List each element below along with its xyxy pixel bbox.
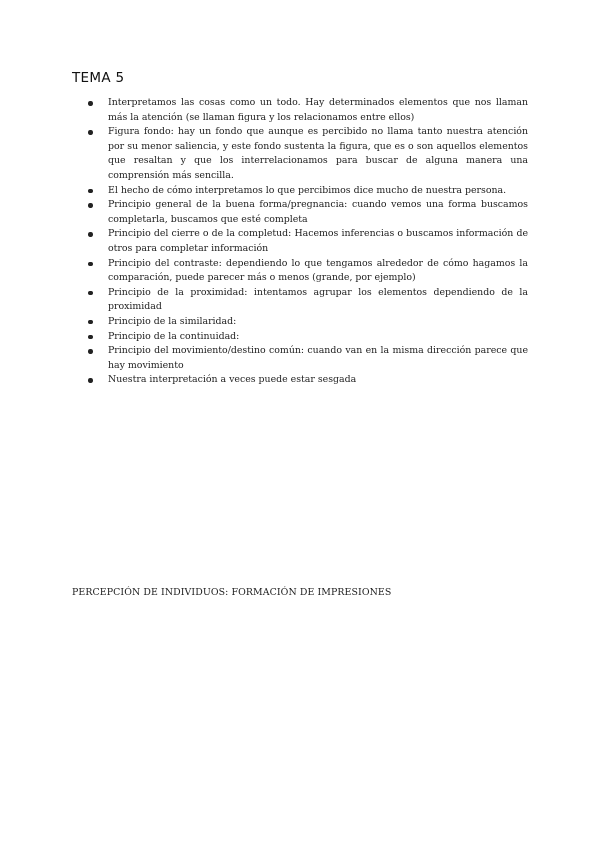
page-title: TEMA 5 <box>72 70 125 86</box>
bullet-icon <box>88 232 93 237</box>
bullet-icon <box>88 189 93 194</box>
list-item <box>88 96 528 125</box>
list-item-text: Principio del movimiento/destino común: cuando van en la misma dirección parece que hay movimiento <box>108 345 528 371</box>
list-item <box>88 344 528 373</box>
bullet-icon <box>88 335 93 340</box>
list-item-text: Nuestra interpretación a veces puede estar sesgada <box>108 374 357 386</box>
list-item-text: Figura fondo: hay un fondo que aunque es percibido no llama tanto nuestra atención por su menor saliencia, y este fondo sustenta la figura, que es o son aquellos elementos que resaltan y que los interrelacionamos para buscar de alguna manera una comprensión más sencilla. <box>108 126 528 181</box>
bullet-icon <box>88 320 93 325</box>
list-item <box>88 227 528 256</box>
list-item-text: Principio del cierre o de la completud: Hacemos inferencias o buscamos información de otros para completar información <box>108 228 528 254</box>
list-item-text: Principio de la similaridad: <box>108 315 237 327</box>
bullet-icon <box>88 130 93 135</box>
list-item <box>88 330 528 345</box>
list-item <box>88 315 528 330</box>
list-item <box>88 198 528 227</box>
list-item-text: Principio de la continuidad: <box>108 330 240 342</box>
list-item <box>88 373 528 388</box>
bullet-icon <box>88 262 93 267</box>
bullet-icon <box>88 203 93 208</box>
bullet-icon <box>88 349 93 354</box>
list-item-text: Principio del contraste: dependiendo lo que tengamos alrededor de cómo hagamos la comparación, puede parecer más o menos (grande, por ejemplo) <box>108 257 528 284</box>
list-item-text: Principio general de la buena forma/pregnancia: cuando vemos una forma buscamos completarla, buscamos que esté completa <box>108 199 528 225</box>
bullet-list <box>88 96 528 388</box>
list-item-text: El hecho de cómo interpretamos lo que percibimos dice mucho de nuestra persona. <box>108 184 507 196</box>
list-item-text: Interpretamos las cosas como un todo. Hay determinados elementos que nos llaman más la atención (se llaman figura y los relacionamos entre ellos) <box>108 97 528 123</box>
bullet-icon <box>88 291 93 296</box>
bullet-icon <box>88 378 93 383</box>
section-heading: PERCEPCIÓN DE INDIVIDUOS: FORMACIÓN DE IMPRESIONES <box>72 587 392 598</box>
list-item <box>88 125 528 183</box>
list-item <box>88 184 528 199</box>
list-item <box>88 286 528 315</box>
list-item <box>88 257 528 286</box>
list-item-text: Principio de la proximidad: intentamos agrupar los elementos dependiendo de la proximidad <box>108 286 528 313</box>
bullet-icon <box>88 101 93 106</box>
